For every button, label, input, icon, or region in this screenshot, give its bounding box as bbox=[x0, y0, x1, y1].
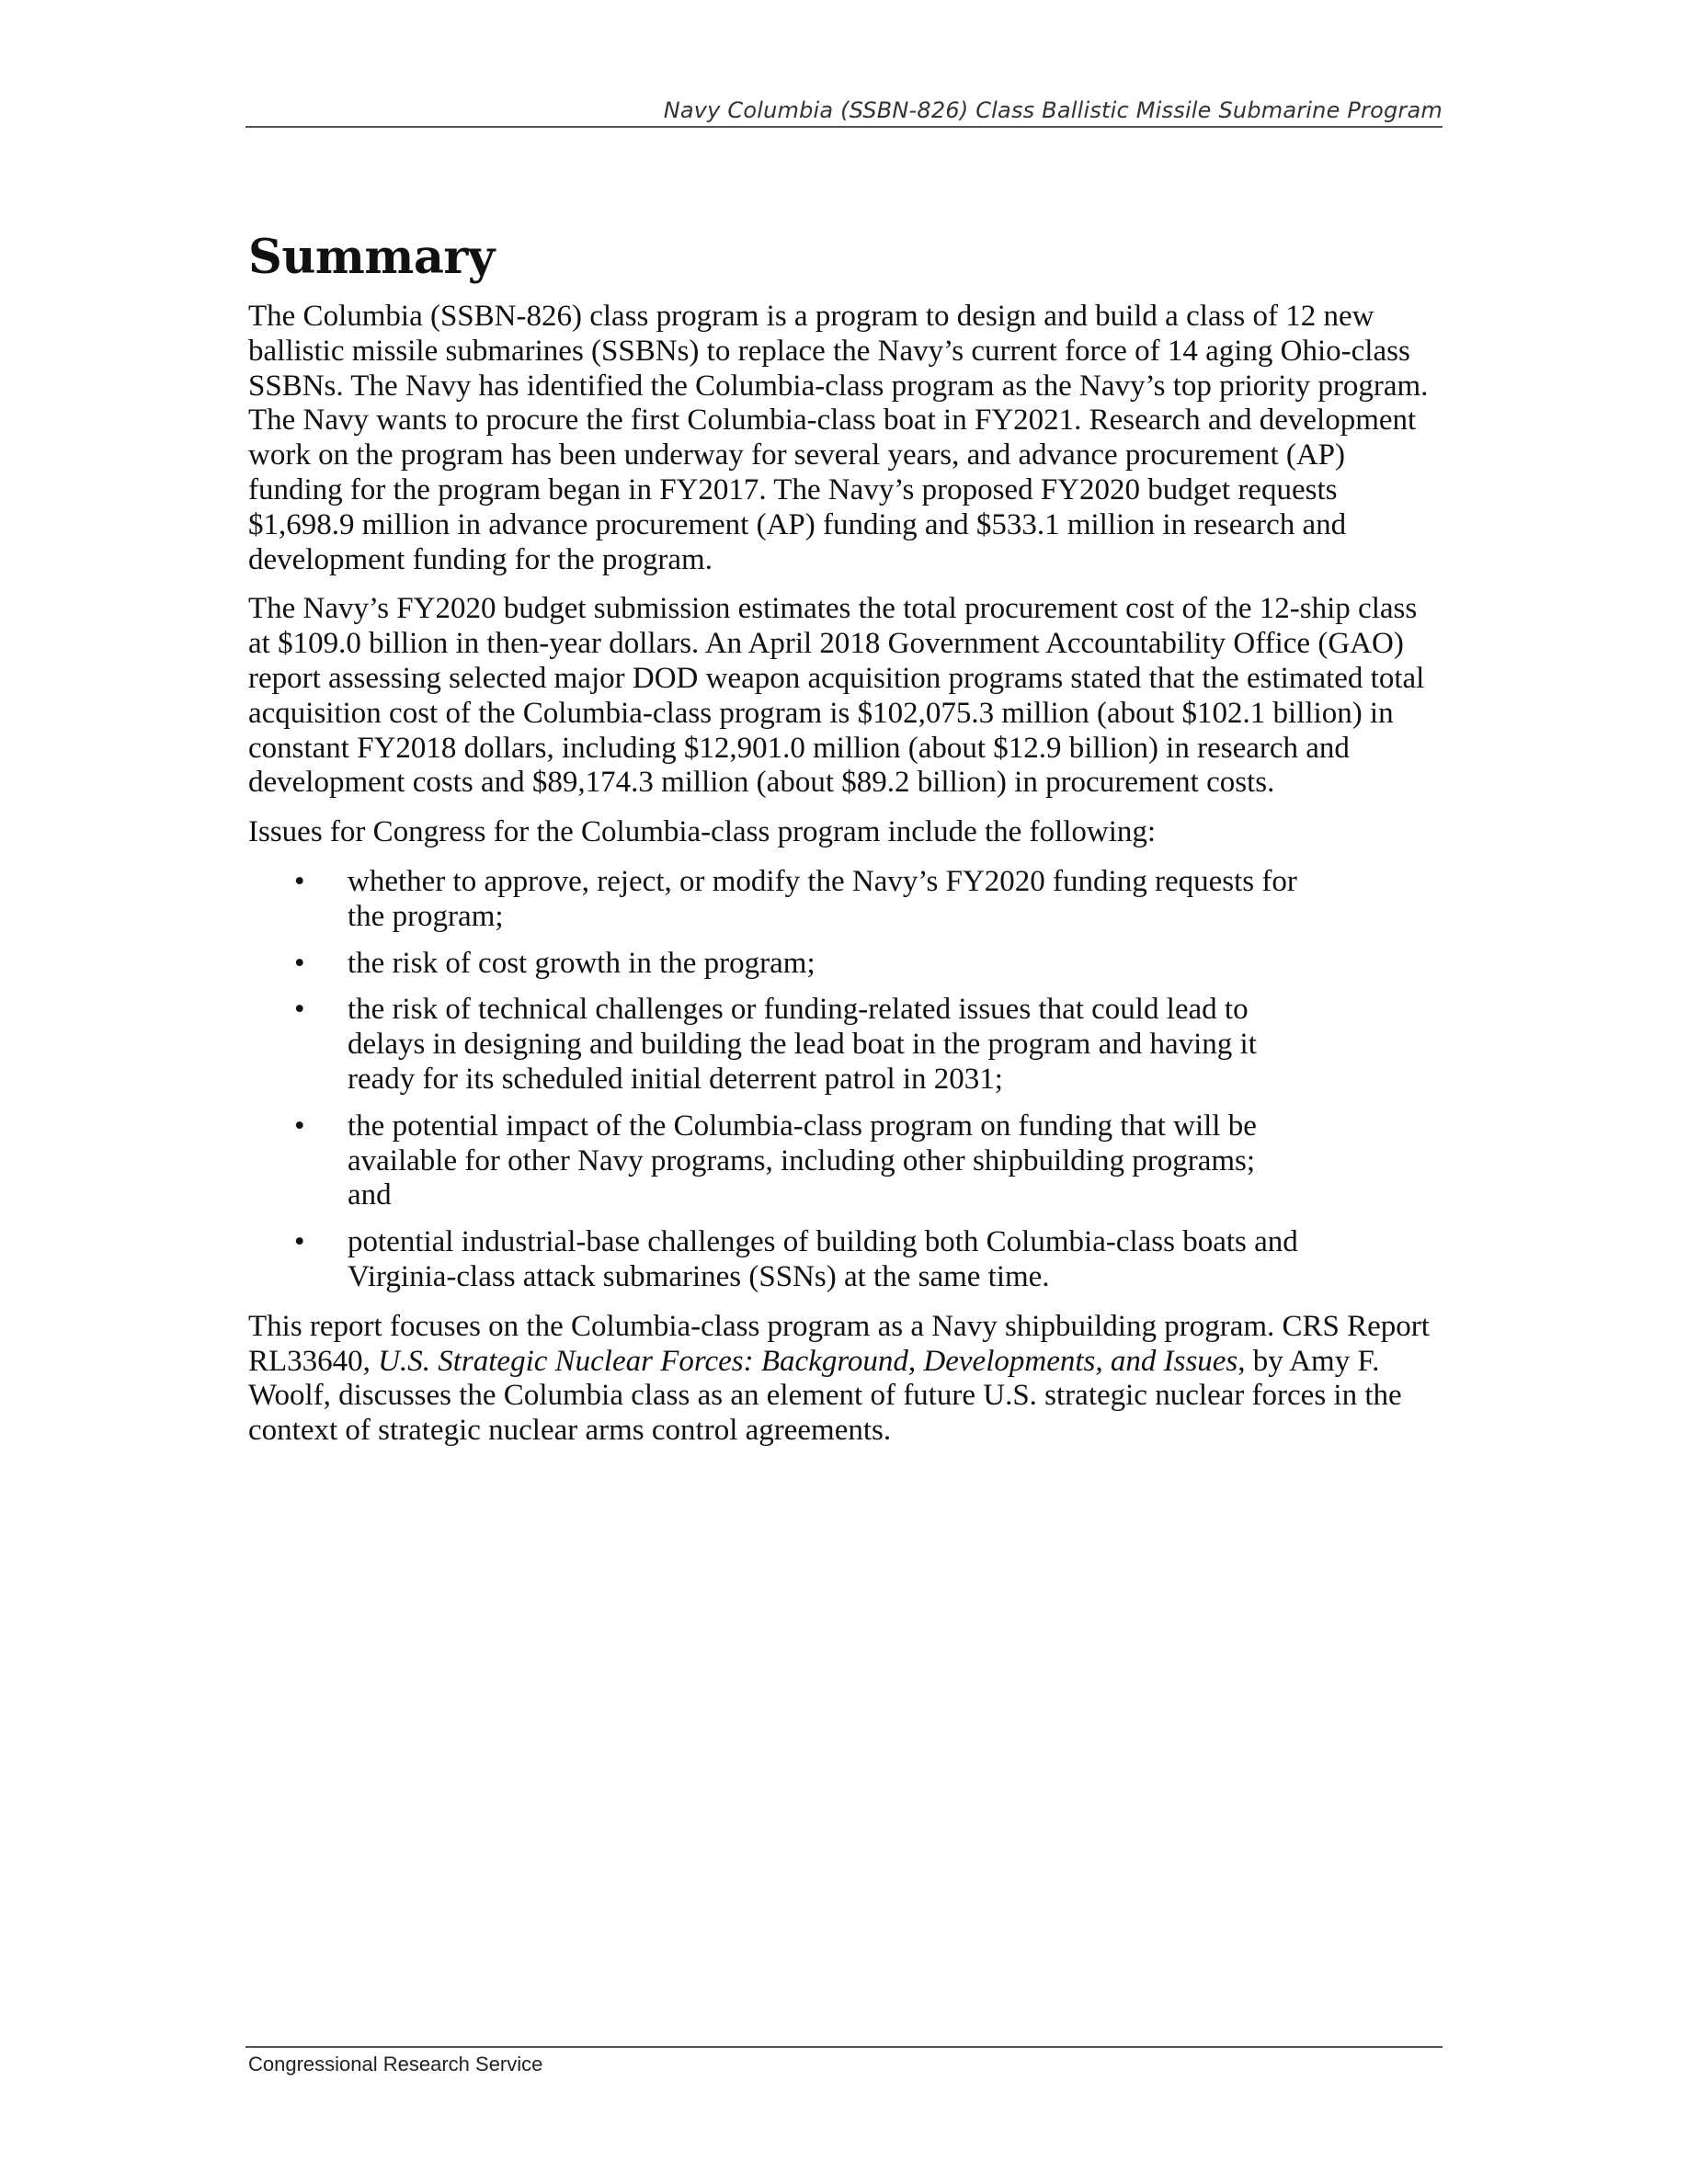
running-header-title: Navy Columbia (SSBN-826) Class Ballistic Missile Submarine Program bbox=[663, 97, 1443, 123]
bullet-icon: • bbox=[294, 946, 305, 980]
issue-text: the potential impact of the Columbia-class program on funding that will be available for other Navy programs, including other shipbuilding programs; and bbox=[348, 1109, 1257, 1212]
list-item bbox=[248, 1225, 1304, 1295]
bullet-icon: • bbox=[294, 993, 305, 1027]
list-item bbox=[248, 1109, 1304, 1213]
footer-organization: Congressional Research Service bbox=[248, 2053, 543, 2076]
closing-text-end: , by Amy F. Woolf, discusses the Columbia class as an element of future U.S. strategic nuclear forces in the context of strategic nuclear arms control agreements. bbox=[248, 1344, 1402, 1448]
issue-text: the risk of technical challenges or funding-related issues that could lead to delays in designing and building the lead boat in the program and having it ready for its scheduled initial deterrent patrol in 2031; bbox=[348, 993, 1257, 1096]
bullet-icon: • bbox=[294, 1225, 305, 1259]
issues-intro: Issues for Congress for the Columbia-class program include the following: bbox=[248, 815, 1157, 849]
header-divider bbox=[245, 126, 1443, 128]
cited-report-title: U.S. Strategic Nuclear Forces: Background, Developments, and Issues bbox=[378, 1344, 1238, 1378]
list-item bbox=[248, 865, 1304, 935]
summary-paragraph-2: The Navy’s FY2020 budget submission estimates the total procurement cost of the 12-ship class at $109.0 billion in then-year dollars. An April 2018 Government Accountability Office (GAO) report assessing selected major DOD weapon acquisition programs stated that the estimated total acquisition cost of the Columbia-class program is $102,075.3 million (about $102.1 billion) in constant FY2018 dollars, including $12,901.0 million (about $12.9 billion) in research and development costs and $89,174.3 million (about $89.2 billion) in procurement costs. bbox=[248, 592, 1425, 800]
summary-section bbox=[248, 230, 1443, 1463]
closing-paragraph bbox=[248, 1310, 1443, 1449]
footer-divider bbox=[245, 2046, 1443, 2048]
closing-text-start: This report focuses on the Columbia-class program as a Navy shipbuilding program. CRS Report RL33640, bbox=[248, 1309, 1430, 1378]
bullet-icon: • bbox=[294, 1109, 305, 1143]
issues-list bbox=[248, 865, 1443, 1295]
section-heading: Summary bbox=[248, 230, 495, 285]
bullet-icon: • bbox=[294, 864, 305, 898]
list-item bbox=[248, 993, 1304, 1097]
summary-paragraph-1: The Columbia (SSBN-826) class program is a program to design and build a class of 12 new ballistic missile submarines (SSBNs) to replace the Navy’s current force of 14 aging Ohio-class SSBNs. The Navy has identified the Columbia-class program as the Navy’s top priority program. The Navy wants to procure the first Columbia-class boat in FY2021. Research and development work on the program has been underway for several years, and advance procurement (AP) funding for the program began in FY2017. The Navy’s proposed FY2020 budget requests $1,698.9 million in advance procurement (AP) funding and $533.1 million in research and development funding for the program. bbox=[248, 300, 1429, 576]
issue-text: whether to approve, reject, or modify the Navy’s FY2020 funding requests for the program; bbox=[348, 864, 1297, 933]
issue-text: the risk of cost growth in the program; bbox=[348, 946, 815, 980]
list-item bbox=[248, 947, 1304, 982]
issue-text: potential industrial-base challenges of building both Columbia-class boats and Virginia-class attack submarines (SSNs) at the same time. bbox=[348, 1225, 1298, 1293]
